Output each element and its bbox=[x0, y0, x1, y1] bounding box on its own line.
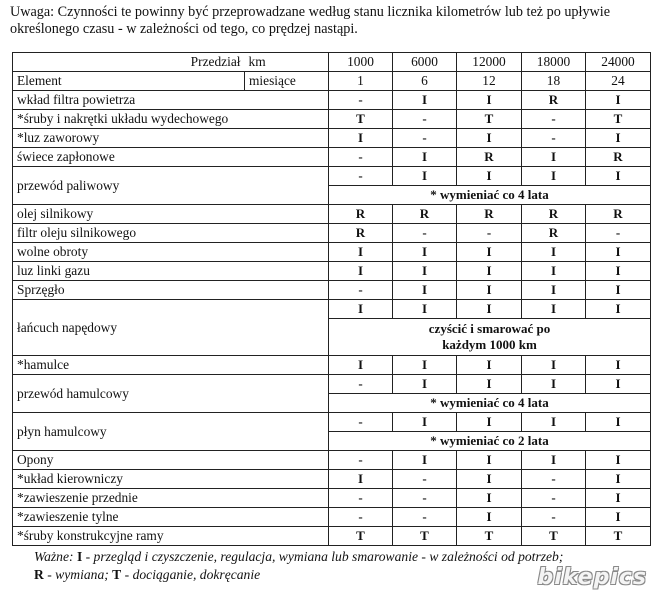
interval-value: T bbox=[457, 110, 522, 129]
interval-value: R bbox=[522, 224, 586, 243]
interval-value: I bbox=[522, 300, 586, 319]
table-row bbox=[13, 91, 651, 110]
interval-note: * wymieniać co 2 lata bbox=[329, 432, 651, 451]
interval-value: I bbox=[457, 508, 522, 527]
interval-value: - bbox=[522, 508, 586, 527]
interval-value: I bbox=[457, 167, 522, 186]
element-name: *luz zaworowy bbox=[13, 129, 329, 148]
note-text: Uwaga: Czynności te powinny być przeprowadzane według stanu licznika kilometrów lub też po upływie określonego czasu - w zależności od tego, co prędzej nastąpi. bbox=[10, 4, 611, 37]
month-1: 1 bbox=[329, 72, 393, 91]
legend-line-1: Ważne: I - przegląd i czyszczenie, regulacja, wymiana lub smarowanie - w zależności od potrzeb; bbox=[34, 549, 564, 564]
interval-value: I bbox=[522, 243, 586, 262]
maintenance-table bbox=[12, 52, 651, 546]
interval-value: I bbox=[586, 129, 651, 148]
km-6000: 6000 bbox=[393, 53, 457, 72]
interval-value: I bbox=[393, 262, 457, 281]
interval-value: R bbox=[522, 91, 586, 110]
interval-value: - bbox=[329, 91, 393, 110]
table-row bbox=[13, 205, 651, 224]
interval-value: - bbox=[393, 489, 457, 508]
interval-value: I bbox=[457, 356, 522, 375]
interval-value: I bbox=[393, 375, 457, 394]
table-row bbox=[13, 243, 651, 262]
interval-value: I bbox=[586, 508, 651, 527]
interval-value: - bbox=[329, 413, 393, 432]
element-name: wolne obroty bbox=[13, 243, 329, 262]
interval-value: I bbox=[457, 375, 522, 394]
interval-value: I bbox=[457, 91, 522, 110]
table-row bbox=[13, 262, 651, 281]
interval-value: I bbox=[522, 451, 586, 470]
interval-value: - bbox=[522, 489, 586, 508]
interval-value: I bbox=[522, 281, 586, 300]
interval-value: - bbox=[586, 224, 651, 243]
element-name: luz linki gazu bbox=[13, 262, 329, 281]
przedzial-label: Przedział bbox=[13, 53, 245, 72]
interval-value: I bbox=[329, 300, 393, 319]
interval-value: I bbox=[393, 281, 457, 300]
element-name: filtr oleju silnikowego bbox=[13, 224, 329, 243]
interval-value: I bbox=[329, 262, 393, 281]
interval-value: - bbox=[329, 281, 393, 300]
table-row bbox=[13, 356, 651, 375]
note-line-2: każdym 1000 km bbox=[442, 337, 537, 352]
interval-value: I bbox=[586, 281, 651, 300]
interval-value: I bbox=[457, 489, 522, 508]
interval-value: - bbox=[329, 489, 393, 508]
km-label: km bbox=[245, 53, 329, 72]
interval-value: T bbox=[586, 110, 651, 129]
interval-value: I bbox=[586, 489, 651, 508]
interval-value: I bbox=[457, 129, 522, 148]
element-name: olej silnikowy bbox=[13, 205, 329, 224]
interval-value: I bbox=[586, 413, 651, 432]
interval-value: R bbox=[393, 205, 457, 224]
km-1000: 1000 bbox=[329, 53, 393, 72]
interval-value: T bbox=[393, 527, 457, 546]
interval-value: I bbox=[393, 413, 457, 432]
interval-value: I bbox=[522, 375, 586, 394]
note-line-1: czyścić i smarować po bbox=[428, 321, 551, 336]
interval-value: I bbox=[586, 243, 651, 262]
interval-value: - bbox=[522, 110, 586, 129]
km-24000: 24000 bbox=[586, 53, 651, 72]
interval-value: I bbox=[522, 167, 586, 186]
month-24: 24 bbox=[586, 72, 651, 91]
table-row bbox=[13, 224, 651, 243]
interval-value: I bbox=[457, 451, 522, 470]
interval-value: I bbox=[457, 413, 522, 432]
header-row-km bbox=[13, 53, 651, 72]
element-label: Element bbox=[13, 72, 245, 91]
table-row bbox=[13, 110, 651, 129]
interval-value: R bbox=[457, 205, 522, 224]
interval-value: I bbox=[522, 262, 586, 281]
interval-value: R bbox=[586, 205, 651, 224]
interval-value: - bbox=[329, 375, 393, 394]
interval-value: - bbox=[393, 224, 457, 243]
element-name: Sprzęgło bbox=[13, 281, 329, 300]
month-6: 6 bbox=[393, 72, 457, 91]
table-row bbox=[13, 281, 651, 300]
table-row bbox=[13, 375, 651, 394]
interval-value: I bbox=[457, 300, 522, 319]
interval-value: I bbox=[522, 413, 586, 432]
interval-note: * wymieniać co 4 lata bbox=[329, 186, 651, 205]
interval-value: I bbox=[393, 91, 457, 110]
interval-value: I bbox=[522, 356, 586, 375]
element-name: *śruby konstrukcyjne ramy bbox=[13, 527, 329, 546]
interval-value: - bbox=[393, 470, 457, 489]
interval-value: I bbox=[586, 91, 651, 110]
interval-note: * wymieniać co 4 lata bbox=[329, 394, 651, 413]
element-name: *zawieszenie tylne bbox=[13, 508, 329, 527]
table-row bbox=[13, 508, 651, 527]
interval-value: - bbox=[522, 129, 586, 148]
interval-value: I bbox=[457, 281, 522, 300]
interval-value: I bbox=[586, 300, 651, 319]
element-name: łańcuch napędowy bbox=[13, 300, 329, 356]
interval-value: T bbox=[329, 110, 393, 129]
interval-value: I bbox=[393, 300, 457, 319]
interval-value: I bbox=[393, 243, 457, 262]
element-name: Opony bbox=[13, 451, 329, 470]
interval-value: - bbox=[393, 129, 457, 148]
table-row bbox=[13, 451, 651, 470]
interval-value: T bbox=[457, 527, 522, 546]
interval-value: R bbox=[457, 148, 522, 167]
interval-value: T bbox=[329, 527, 393, 546]
interval-value: I bbox=[457, 262, 522, 281]
element-name: świece zapłonowe bbox=[13, 148, 329, 167]
table-row bbox=[13, 470, 651, 489]
miesiace-label: miesiące bbox=[245, 72, 329, 91]
table-row bbox=[13, 413, 651, 432]
interval-value: I bbox=[329, 470, 393, 489]
interval-value: - bbox=[457, 224, 522, 243]
table-row bbox=[13, 300, 651, 319]
legend-line-2: R - wymiana; T - dociąganie, dokręcanie bbox=[34, 567, 261, 582]
interval-value: I bbox=[457, 470, 522, 489]
table-body bbox=[13, 53, 651, 546]
element-name: wkład filtra powietrza bbox=[13, 91, 329, 110]
month-18: 18 bbox=[522, 72, 586, 91]
interval-value: I bbox=[329, 243, 393, 262]
interval-value: I bbox=[586, 356, 651, 375]
interval-value: I bbox=[522, 148, 586, 167]
table-row bbox=[13, 489, 651, 508]
interval-value: I bbox=[329, 129, 393, 148]
interval-value: - bbox=[522, 470, 586, 489]
element-name: przewód paliwowy bbox=[13, 167, 329, 205]
interval-value: - bbox=[393, 110, 457, 129]
element-name: płyn hamulcowy bbox=[13, 413, 329, 451]
interval-value: I bbox=[586, 167, 651, 186]
interval-value: T bbox=[586, 527, 651, 546]
table-row bbox=[13, 129, 651, 148]
element-name: *śruby i nakrętki układu wydechowego bbox=[13, 110, 329, 129]
table-row bbox=[13, 527, 651, 546]
km-12000: 12000 bbox=[457, 53, 522, 72]
month-12: 12 bbox=[457, 72, 522, 91]
interval-value: - bbox=[329, 148, 393, 167]
interval-value: I bbox=[586, 451, 651, 470]
interval-value: R bbox=[522, 205, 586, 224]
interval-value: I bbox=[393, 167, 457, 186]
interval-note bbox=[329, 319, 651, 356]
table-row bbox=[13, 148, 651, 167]
element-name: przewód hamulcowy bbox=[13, 375, 329, 413]
header-row-months bbox=[13, 72, 651, 91]
table-row bbox=[13, 167, 651, 186]
interval-value: I bbox=[393, 356, 457, 375]
interval-value: I bbox=[393, 148, 457, 167]
interval-value: - bbox=[329, 451, 393, 470]
element-name: *układ kierowniczy bbox=[13, 470, 329, 489]
interval-value: R bbox=[586, 148, 651, 167]
km-18000: 18000 bbox=[522, 53, 586, 72]
interval-value: I bbox=[393, 451, 457, 470]
interval-value: I bbox=[329, 356, 393, 375]
interval-value: - bbox=[393, 508, 457, 527]
interval-value: - bbox=[329, 508, 393, 527]
interval-value: I bbox=[586, 470, 651, 489]
element-name: *zawieszenie przednie bbox=[13, 489, 329, 508]
interval-value: I bbox=[586, 262, 651, 281]
bikepics-watermark: bikepics bbox=[537, 565, 647, 590]
interval-value: R bbox=[329, 224, 393, 243]
element-name: *hamulce bbox=[13, 356, 329, 375]
interval-value: I bbox=[457, 243, 522, 262]
interval-value: I bbox=[586, 375, 651, 394]
interval-value: R bbox=[329, 205, 393, 224]
interval-value: T bbox=[522, 527, 586, 546]
interval-value: - bbox=[329, 167, 393, 186]
